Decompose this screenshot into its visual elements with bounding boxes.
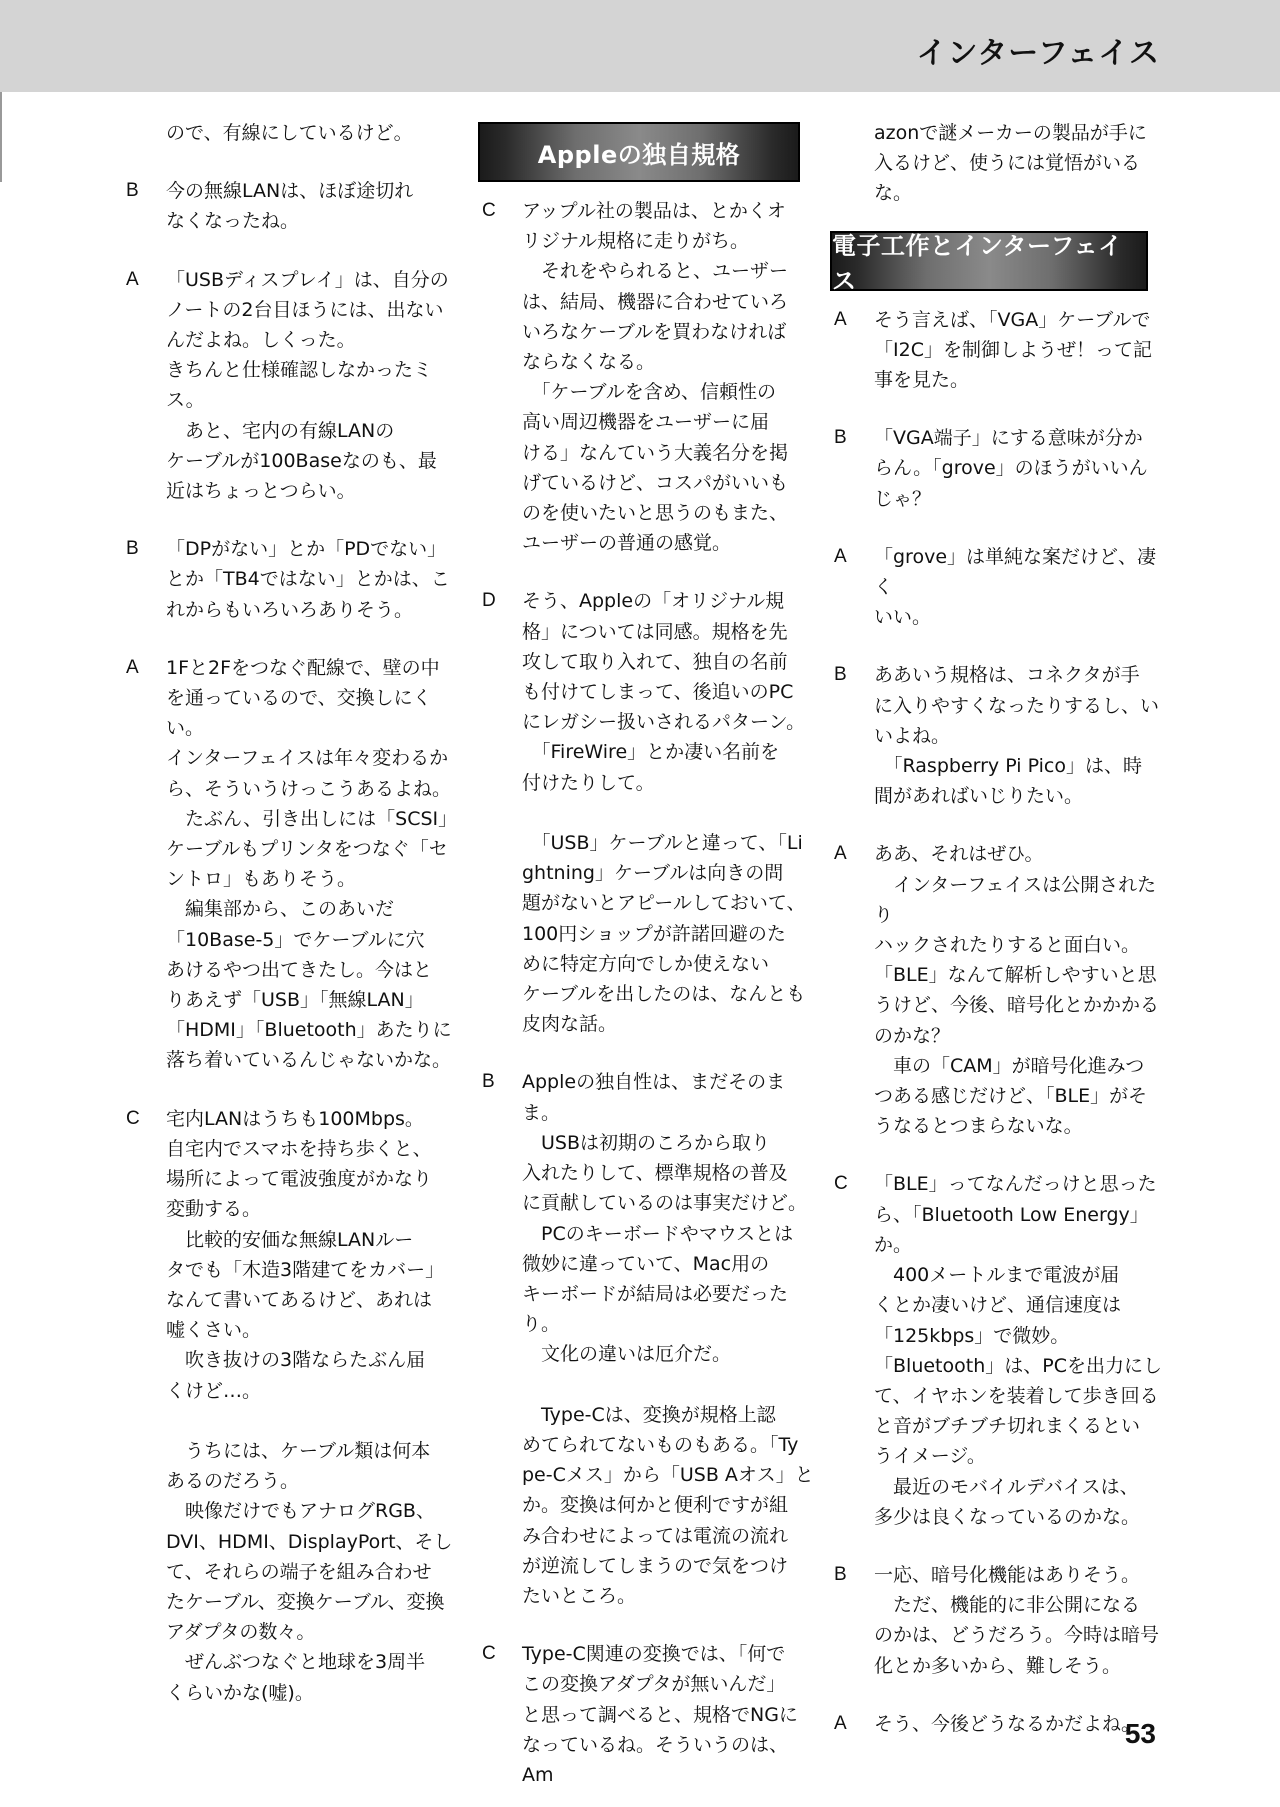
- dialogue-continuation: [830, 118, 1170, 209]
- dialogue-paragraph: [830, 1169, 1170, 1531]
- dialogue-text: そう言えば、「VGA」ケーブルで 「I2C」を制御しようぜ！って記 事を見た。: [874, 308, 1152, 392]
- dialogue-text: ので、有線にしているけど。: [166, 122, 413, 144]
- speaker-label: B: [834, 1563, 847, 1585]
- speaker-label: A: [834, 308, 847, 330]
- speaker-label: A: [834, 545, 847, 567]
- dialogue-text: ああいう規格は、コネクタが手 に入りやすくなったりするし、い いよね。 「Raspberry Pi Pico」は、時 間があればいじりたい。: [874, 664, 1160, 808]
- margin-rule: [0, 92, 2, 182]
- dialogue-paragraph: [830, 423, 1170, 514]
- dialogue-paragraph: [122, 265, 462, 507]
- dialogue-paragraph: [122, 534, 462, 625]
- section-heading-electronics: [830, 231, 1148, 295]
- dialogue-paragraph: [830, 660, 1170, 811]
- speaker-label: A: [126, 656, 139, 678]
- dialogue-paragraph: [122, 118, 462, 148]
- dialogue-text: 「DPがない」とか「PDでない」 とか「TB4ではない」とかは、こ れからもいろいろありそう。: [166, 538, 450, 621]
- speaker-label: B: [834, 427, 847, 449]
- dialogue-text: アップル社の製品は、とかくオ リジナル規格に走りがち。 それをやられると、ユーザー は、結局、機器に合わせていろ いろなケーブルを買わなければ ならなくなる。 「ケーブルを含め、信頼性の 高い周辺機器をユーザーに届 ける」なんていう大義名分を掲 げているけど、コスパがいいも のを使いたいと思うのもまた、 ユーザーの普通の感覚。: [522, 200, 789, 555]
- dialogue-text: Type-C関連の変換では、「何で この変換アダプタが無いんだ」 と思って調べると、規格でNGに なっているね。そういうのは、Am: [522, 1643, 798, 1786]
- page-title: インターフェイス: [916, 36, 1160, 71]
- dialogue-paragraph: [830, 305, 1170, 396]
- dialogue-text: 一応、暗号化機能はありそう。 ただ、機能的に非公開になる のかは、どうだろう。今時は暗号 化とか多いから、難しそう。: [874, 1563, 1160, 1677]
- speaker-label: C: [482, 1643, 496, 1665]
- column-3-paragraphs: [830, 305, 1170, 1739]
- dialogue-text: 「grove」は単純な案だけど、凄く いい。: [874, 545, 1157, 629]
- section-heading-apple: [478, 122, 800, 182]
- dialogue-paragraph: [830, 839, 1170, 1141]
- speaker-label: D: [482, 590, 496, 612]
- dialogue-text: azonで謎メーカーの製品が手に 入るけど、使うには覚悟がいるな。: [874, 122, 1147, 205]
- dialogue-text: 「BLE」ってなんだっけと思った ら、「Bluetooth Low Energy」か。 400メートルまで電波が届 くとか凄いけど、通信速度は 「125kbps」で微妙。 「Bluetooth」は、PCを出力にし て、イヤホンを装着して歩き回る と音がブチブチ切れまくるとい うイメージ。 最近のモバイルデバイスは、 多少は良くなっているのかな。: [874, 1173, 1162, 1528]
- dialogue-text: そう、今後どうなるかだよね。: [874, 1712, 1141, 1735]
- dialogue-paragraph: [122, 1104, 462, 1708]
- speaker-label: B: [126, 538, 139, 560]
- column-2: [478, 118, 818, 1807]
- speaker-label: A: [834, 843, 847, 865]
- column-3: [830, 118, 1170, 1767]
- dialogue-paragraph: [478, 586, 818, 1039]
- page-number: 53: [1124, 1718, 1156, 1749]
- column-1: [122, 118, 462, 1736]
- dialogue-paragraph: [830, 1709, 1170, 1739]
- dialogue-paragraph: [478, 1067, 818, 1611]
- dialogue-text: そう、Appleの「オリジナル規 格」については同感。規格を先 攻して取り入れて、独自の名前 も付けてしまって、後追いのPC にレガシー扱いされるパターン。 「FireWire」とか凄い名前を 付けたりして。 「USB」ケーブルと違って、「Li ghtning」ケーブルは向きの問 題がないとアピールしておいて、 100円ショップが許諾回避のた めに特定方向でしか使えない ケーブルを出したのは、なんとも 皮肉な話。: [522, 590, 806, 1036]
- section-heading-text: Appleの独自規格: [537, 140, 741, 169]
- dialogue-paragraph: [478, 196, 818, 558]
- dialogue-text: 今の無線LANは、ほぼ途切れ なくなったね。: [166, 180, 414, 233]
- dialogue-paragraph: [122, 176, 462, 236]
- speaker-label: C: [834, 1173, 848, 1195]
- dialogue-text: Appleの独自性は、まだそのまま。 USBは初期のころから取り 入れたりして、標準規格の普及 に貢献しているのは事実だけど。 PCのキーボードやマウスとは 微妙に違っていて、Mac用の キーボードが結局は必要だったり。 文化の違いは厄介だ。 Type-Cは、変換が規格上認 めてられてないものもある。「Ty pe-Cメス」から「USB Aオス」と か。変換は何かと便利ですが組 み合わせによっては電流の流れ が逆流してしまうので気をつけ たいところ。: [522, 1071, 814, 1607]
- speaker-label: B: [482, 1071, 495, 1093]
- dialogue-paragraph: [830, 542, 1170, 633]
- speaker-label: A: [834, 1712, 847, 1734]
- dialogue-text: 宅内LANはうちも100Mbps。 自宅内でスマホを持ち歩くと、 場所によって電波強度がかなり 変動する。 比較的安価な無線LANルー タでも「木造3階建てをカバー」 なんて書いてあるけど、あれは 嘘くさい。 吹き抜けの3階ならたぶん届 くけど…。 うちには、ケーブル類は何本 あるのだろう。 映像だけでもアナログRGB、 DVI、HDMI、DisplayPort、そし て、それらの端子を組み合わせ たケーブル、変換ケーブル、変換 アダプタの数々。 ぜんぶつなぐと地球を3周半 くらいかな(嘘)。: [166, 1107, 453, 1704]
- dialogue-paragraph: [830, 1560, 1170, 1681]
- speaker-label: B: [126, 180, 139, 202]
- section-heading-text: 電子工作とインターフェイス: [832, 231, 1123, 295]
- dialogue-text: ああ、それはぜひ。 インターフェイスは公開されたり ハックされたりすると面白い。 「BLE」なんて解析しやすいと思 うけど、今後、暗号化とかかかる のかな？ 車の「CAM」が暗号化進みつ つある感じだけど、「BLE」がそ うなるとつまらないな。: [874, 843, 1160, 1138]
- dialogue-text: 「VGA端子」にする意味が分か らん。「grove」のほうがいいん じゃ？: [874, 427, 1148, 510]
- dialogue-text: 「USBディスプレイ」は、自分の ノートの2台目ほうには、出ない んだよね。しくった。 きちんと仕様確認しなかったミス。 あと、宅内の有線LANの ケーブルが100Baseなのも、最 近はちょっとつらい。: [166, 268, 449, 503]
- dialogue-paragraph: [122, 653, 462, 1076]
- speaker-label: C: [126, 1107, 140, 1129]
- dialogue-text: 1Fと2Fをつなぐ配線で、壁の中 を通っているので、交換しにくい。 インターフェイスは年々変わるか ら、そういうけっこうあるよね。 たぶん、引き出しには「SCSI」 ケーブルもプリンタをつなぐ「セ ントロ」もありそう。 編集部から、このあいだ 「10Base-5」でケーブルに穴 あけるやつ出てきたし。今はと りあえず「USB」「無線LAN」 「HDMI」「Bluetooth」あたりに 落ち着いているんじゃないかな。: [166, 656, 458, 1072]
- speaker-label: C: [482, 200, 496, 221]
- column-2-paragraphs: [478, 196, 818, 1790]
- speaker-label: A: [126, 268, 139, 290]
- dialogue-paragraph: [478, 1639, 818, 1790]
- speaker-label: B: [834, 664, 847, 686]
